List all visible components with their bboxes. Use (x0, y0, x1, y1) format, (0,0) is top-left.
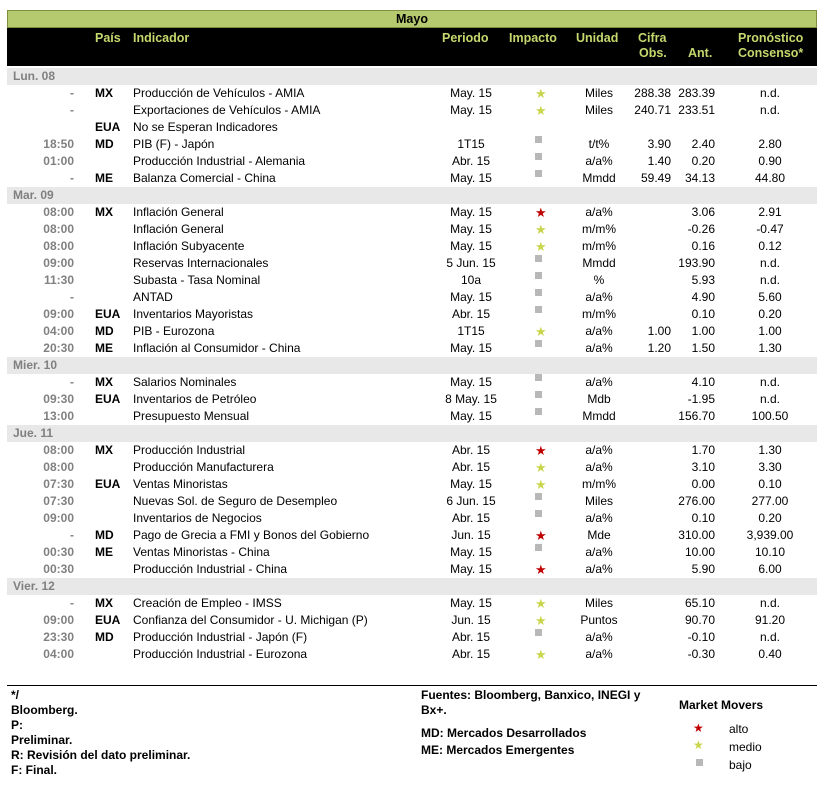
footer-notes (11, 688, 190, 778)
star-yellow-icon: ★ (535, 324, 547, 339)
star-yellow-icon: ★ (535, 222, 547, 237)
previous-cell: 4.10 (691, 375, 715, 389)
time-cell: - (70, 171, 74, 185)
indicator-cell: Inventarios de Petróleo (133, 392, 257, 406)
square-gray-icon (535, 493, 542, 500)
indicator-cell: Salarios Nominales (133, 375, 237, 389)
table-row (7, 527, 817, 544)
country-cell: MX (95, 375, 113, 389)
star-yellow-icon: ★ (535, 613, 547, 628)
square-gray-icon (535, 510, 542, 517)
time-cell: 00:30 (43, 545, 74, 559)
forecast-cell: n.d. (759, 375, 780, 389)
country-cell: EUA (95, 613, 121, 627)
star-yellow-icon: ★ (535, 596, 547, 611)
footer-me: ME: Mercados Emergentes (421, 743, 575, 757)
square-gray-icon (535, 374, 542, 381)
country-cell: MX (95, 596, 113, 610)
unit-cell: Miles (584, 103, 613, 117)
star-yellow-icon: ★ (535, 103, 547, 118)
observed-cell: 1.20 (647, 341, 671, 355)
period-cell: May. 15 (450, 409, 492, 423)
legend-medio-label: medio (729, 740, 762, 754)
forecast-cell: 1.00 (758, 324, 782, 338)
star-red-icon: ★ (535, 205, 547, 220)
period-cell: 5 Jun. 15 (446, 256, 496, 270)
table-row (7, 272, 817, 289)
indicator-cell: Producción Industrial - Alemania (133, 154, 306, 168)
unit-cell: a/a% (585, 375, 613, 389)
time-cell: - (70, 86, 74, 100)
header-indicador: Indicador (133, 31, 190, 45)
previous-cell: 2.40 (691, 137, 715, 151)
period-cell: 1T15 (457, 324, 485, 338)
star-red-icon: ★ (693, 721, 704, 735)
time-cell: - (70, 528, 74, 542)
indicator-cell: Inflación Subyacente (133, 239, 245, 253)
observed-cell: 1.40 (647, 154, 671, 168)
table-row (7, 459, 817, 476)
period-cell: May. 15 (450, 477, 492, 491)
period-cell: May. 15 (450, 545, 492, 559)
legend-alto-label: alto (729, 722, 749, 736)
time-cell: 13:00 (43, 409, 74, 423)
time-cell: 07:30 (43, 477, 74, 491)
time-cell: - (70, 103, 74, 117)
legend-medio (693, 738, 704, 752)
forecast-cell: 2.91 (758, 205, 782, 219)
time-cell: 04:00 (43, 324, 74, 338)
table-row (7, 442, 817, 459)
indicator-cell: Ventas Minoristas (133, 477, 228, 491)
table-row (7, 476, 817, 493)
note-line: */ (11, 688, 20, 702)
unit-cell: m/m% (582, 477, 616, 491)
table-row (7, 408, 817, 425)
unit-cell: a/a% (585, 630, 613, 644)
day-header: Jue. 11 (7, 425, 817, 442)
table-row (7, 153, 817, 170)
previous-cell: -1.95 (687, 392, 715, 406)
unit-cell: a/a% (585, 324, 613, 338)
indicator-cell: PIB - Eurozona (133, 324, 215, 338)
country-cell: MD (95, 630, 114, 644)
period-cell: Abr. 15 (451, 154, 491, 168)
time-cell: 09:00 (43, 256, 74, 270)
forecast-cell: 0.20 (758, 511, 782, 525)
unit-cell: Miles (584, 86, 613, 100)
indicator-cell: Nuevas Sol. de Seguro de Desempleo (133, 494, 338, 508)
unit-cell: a/a% (585, 443, 613, 457)
indicator-cell: Creación de Empleo - IMSS (133, 596, 282, 610)
table-row (7, 85, 817, 102)
indicator-cell: Presupuesto Mensual (133, 409, 250, 423)
unit-cell: Mdb (587, 392, 611, 406)
previous-cell: 1.70 (691, 443, 715, 457)
header-cifra: Cifra (638, 31, 667, 45)
previous-cell: 0.10 (691, 307, 715, 321)
previous-cell: 1.00 (691, 324, 715, 338)
forecast-cell: 3.30 (758, 460, 782, 474)
indicator-cell: PIB (F) - Japón (133, 137, 215, 151)
indicator-cell: Producción Industrial - Eurozona (133, 647, 308, 661)
star-yellow-icon: ★ (535, 477, 547, 492)
forecast-cell: 100.50 (751, 409, 789, 423)
forecast-cell: n.d. (759, 392, 780, 406)
table-row (7, 629, 817, 646)
period-cell: May. 15 (450, 375, 492, 389)
table-header (7, 28, 817, 66)
period-cell: Jun. 15 (451, 613, 491, 627)
header-unidad: Unidad (576, 31, 619, 45)
header-pais: País (95, 31, 121, 45)
square-gray-icon (535, 306, 542, 313)
time-cell: 01:00 (43, 154, 74, 168)
previous-cell: 4.90 (691, 290, 715, 304)
square-gray-icon (535, 408, 542, 415)
indicator-cell: Producción Industrial (133, 443, 246, 457)
table-row (7, 340, 817, 357)
table-row (7, 238, 817, 255)
forecast-cell: 2.80 (758, 137, 782, 151)
table-row (7, 612, 817, 629)
previous-cell: 0.10 (691, 511, 715, 525)
forecast-cell: n.d. (759, 596, 780, 610)
legend-alto (693, 721, 704, 735)
header-consenso: Consenso* (738, 46, 804, 60)
country-cell: MD (95, 528, 114, 542)
table-row (7, 646, 817, 663)
note-line: Preliminar. (11, 733, 73, 747)
country-cell: EUA (95, 307, 121, 321)
forecast-cell: 1.30 (758, 443, 782, 457)
star-yellow-icon: ★ (535, 239, 547, 254)
footer-md: MD: Mercados Desarrollados (421, 726, 587, 740)
observed-cell: 59.49 (640, 171, 671, 185)
period-cell: Abr. 15 (451, 460, 491, 474)
table-row (7, 374, 817, 391)
header-impacto: Impacto (509, 31, 557, 45)
month-title: Mayo (7, 10, 817, 28)
previous-cell: 0.20 (691, 154, 715, 168)
square-gray-icon (535, 136, 542, 143)
indicator-cell: Producción Industrial - Japón (F) (133, 630, 308, 644)
square-gray-icon (535, 391, 542, 398)
square-gray-icon (535, 170, 542, 177)
unit-cell: Mmdd (582, 409, 616, 423)
country-cell: EUA (95, 477, 121, 491)
table-row (7, 493, 817, 510)
indicator-cell: Producción Manufacturera (133, 460, 274, 474)
table-row (7, 204, 817, 221)
note-line: R: Revisión del dato preliminar. (11, 748, 191, 762)
indicator-cell: Reservas Internacionales (133, 256, 269, 270)
previous-cell: 310.00 (678, 528, 715, 542)
previous-cell: -0.30 (687, 647, 715, 661)
table-row (7, 221, 817, 238)
footer-rule (7, 685, 817, 686)
square-gray-icon (535, 289, 542, 296)
previous-cell: -0.26 (687, 222, 715, 236)
square-gray-icon (535, 629, 542, 636)
indicator-cell: Inflación al Consumidor - China (133, 341, 301, 355)
period-cell: 6 Jun. 15 (446, 494, 496, 508)
unit-cell: a/a% (585, 511, 613, 525)
time-cell: 09:00 (43, 511, 74, 525)
observed-cell: 1.00 (647, 324, 671, 338)
previous-cell: 283.39 (678, 86, 715, 100)
note-line: Bloomberg. (11, 703, 78, 717)
star-yellow-icon: ★ (535, 647, 547, 662)
observed-cell: 3.90 (647, 137, 671, 151)
period-cell: Abr. 15 (451, 307, 491, 321)
previous-cell: 65.10 (684, 596, 715, 610)
unit-cell: Miles (584, 494, 613, 508)
previous-cell: 0.16 (691, 239, 715, 253)
indicators-table (7, 68, 817, 663)
country-cell: EUA (95, 120, 121, 134)
time-cell: 08:00 (43, 443, 74, 457)
period-cell: Jun. 15 (451, 528, 491, 542)
previous-cell: 233.51 (678, 103, 715, 117)
table-row (7, 391, 817, 408)
header-pronostico: Pronóstico (738, 31, 804, 45)
square-gray-icon (535, 255, 542, 262)
note-line: P: (11, 718, 23, 732)
period-cell: Abr. 15 (451, 443, 491, 457)
time-cell: 23:30 (43, 630, 74, 644)
unit-cell: a/a% (585, 562, 613, 576)
forecast-cell: n.d. (759, 256, 780, 270)
indicator-cell: Subasta - Tasa Nominal (133, 273, 261, 287)
unit-cell: Mmdd (582, 171, 616, 185)
period-cell: May. 15 (450, 239, 492, 253)
unit-cell: a/a% (585, 341, 613, 355)
previous-cell: 5.90 (691, 562, 715, 576)
sources-line: Fuentes: Bloomberg, Banxico, INEGI y (421, 688, 641, 702)
country-cell: ME (95, 171, 113, 185)
star-yellow-icon: ★ (535, 86, 547, 101)
time-cell: 04:00 (43, 647, 74, 661)
table-row (7, 289, 817, 306)
forecast-cell: n.d. (759, 630, 780, 644)
time-cell: 20:30 (43, 341, 74, 355)
table-row (7, 170, 817, 187)
unit-cell: m/m% (582, 239, 616, 253)
table-row (7, 119, 817, 136)
unit-cell: % (593, 273, 605, 287)
previous-cell: 3.06 (691, 205, 715, 219)
forecast-cell: -0.47 (756, 222, 784, 236)
indicator-cell: Pago de Grecia a FMI y Bonos del Gobierno (133, 528, 370, 542)
unit-cell: m/m% (582, 307, 616, 321)
previous-cell: 3.10 (691, 460, 715, 474)
forecast-cell: 0.20 (758, 307, 782, 321)
table-row (7, 510, 817, 527)
forecast-cell: 0.90 (758, 154, 782, 168)
period-cell: May. 15 (450, 562, 492, 576)
forecast-cell: n.d. (759, 103, 780, 117)
header-obs: Obs. (639, 46, 667, 60)
day-header: Mar. 09 (7, 187, 817, 204)
indicator-cell: Balanza Comercial - China (133, 171, 276, 185)
time-cell: 08:00 (43, 239, 74, 253)
indicator-cell: Exportaciones de Vehículos - AMIA (133, 103, 321, 117)
period-cell: May. 15 (450, 290, 492, 304)
country-cell: MX (95, 443, 113, 457)
square-gray-icon (535, 153, 542, 160)
day-header: Mier. 10 (7, 357, 817, 374)
period-cell: May. 15 (450, 596, 492, 610)
forecast-cell: 3,939.00 (746, 528, 794, 542)
period-cell: May. 15 (450, 86, 492, 100)
country-cell: MD (95, 137, 114, 151)
indicator-cell: Producción de Vehículos - AMIA (133, 86, 305, 100)
table-row (7, 102, 817, 119)
time-cell: 00:30 (43, 562, 74, 576)
observed-cell: 240.71 (634, 103, 671, 117)
square-gray-icon (696, 759, 703, 766)
forecast-cell: 6.00 (758, 562, 782, 576)
time-cell: 09:00 (43, 307, 74, 321)
country-cell: ME (95, 545, 113, 559)
legend-bajo-label: bajo (729, 758, 752, 772)
country-cell: MX (95, 86, 113, 100)
unit-cell: a/a% (585, 290, 613, 304)
table-row (7, 544, 817, 561)
star-yellow-icon: ★ (535, 460, 547, 475)
period-cell: 8 May. 15 (445, 392, 497, 406)
country-cell: ME (95, 341, 113, 355)
unit-cell: a/a% (585, 154, 613, 168)
previous-cell: 1.50 (691, 341, 715, 355)
table-row (7, 561, 817, 578)
previous-cell: -0.10 (687, 630, 715, 644)
indicator-cell: Inflación General (133, 205, 224, 219)
indicator-cell: Inflación General (133, 222, 224, 236)
previous-cell: 90.70 (684, 613, 715, 627)
time-cell: - (70, 596, 74, 610)
day-header: Vier. 12 (7, 578, 817, 595)
period-cell: Abr. 15 (451, 511, 491, 525)
star-red-icon: ★ (535, 528, 547, 543)
time-cell: 08:00 (43, 222, 74, 236)
forecast-cell: 0.12 (758, 239, 782, 253)
forecast-cell: 1.30 (758, 341, 782, 355)
forecast-cell: 5.60 (758, 290, 782, 304)
previous-cell: 156.70 (678, 409, 715, 423)
period-cell: May. 15 (450, 103, 492, 117)
indicator-cell: Producción Industrial - China (133, 562, 288, 576)
table-row (7, 323, 817, 340)
unit-cell: Mde (587, 528, 611, 542)
unit-cell: a/a% (585, 460, 613, 474)
unit-cell: t/t% (588, 137, 610, 151)
time-cell: 09:00 (43, 613, 74, 627)
square-gray-icon (535, 272, 542, 279)
period-cell: May. 15 (450, 341, 492, 355)
table-row (7, 306, 817, 323)
star-red-icon: ★ (535, 443, 547, 458)
country-cell: MD (95, 324, 114, 338)
square-gray-icon (535, 544, 542, 551)
indicator-cell: Inventarios de Negocios (133, 511, 262, 525)
previous-cell: 5.93 (691, 273, 715, 287)
period-cell: 10a (460, 273, 482, 287)
note-line: F: Final. (11, 763, 57, 777)
period-cell: Abr. 15 (451, 647, 491, 661)
forecast-cell: n.d. (759, 273, 780, 287)
time-cell: - (70, 375, 74, 389)
time-cell: 09:30 (43, 392, 74, 406)
period-cell: 1T15 (457, 137, 485, 151)
period-cell: May. 15 (450, 222, 492, 236)
day-header: Lun. 08 (7, 68, 817, 85)
forecast-cell: 44.80 (754, 171, 786, 185)
unit-cell: a/a% (585, 647, 613, 661)
observed-cell: 288.38 (634, 86, 671, 100)
star-yellow-icon: ★ (693, 738, 704, 752)
unit-cell: Puntos (580, 613, 618, 627)
square-gray-icon (535, 340, 542, 347)
forecast-cell: 91.20 (754, 613, 786, 627)
previous-cell: 0.00 (691, 477, 715, 491)
time-cell: 08:00 (43, 205, 74, 219)
sources-line: Bx+. (421, 703, 447, 717)
period-cell: May. 15 (450, 171, 492, 185)
time-cell: 07:30 (43, 494, 74, 508)
indicator-cell: Inventarios Mayoristas (133, 307, 254, 321)
header-ant: Ant. (688, 46, 713, 60)
period-cell: Abr. 15 (451, 630, 491, 644)
indicator-cell: ANTAD (133, 290, 173, 304)
header-periodo: Periodo (442, 31, 489, 45)
forecast-cell: 0.10 (758, 477, 782, 491)
indicator-cell: Ventas Minoristas - China (133, 545, 270, 559)
market-movers-title: Market Movers (679, 698, 764, 712)
forecast-cell: 10.10 (754, 545, 786, 559)
time-cell: - (70, 290, 74, 304)
unit-cell: Mmdd (582, 256, 616, 270)
star-red-icon: ★ (535, 562, 547, 577)
table-row (7, 595, 817, 612)
unit-cell: a/a% (585, 205, 613, 219)
country-cell: EUA (95, 392, 121, 406)
forecast-cell: 0.40 (758, 647, 782, 661)
table-row (7, 136, 817, 153)
indicator-cell: No se Esperan Indicadores (133, 120, 278, 134)
indicator-cell: Confianza del Consumidor - U. Michigan (P) (133, 613, 368, 627)
unit-cell: m/m% (582, 222, 616, 236)
previous-cell: 34.13 (684, 171, 715, 185)
forecast-cell: n.d. (759, 86, 780, 100)
footer-sources (421, 688, 640, 718)
time-cell: 11:30 (43, 273, 74, 287)
time-cell: 18:50 (43, 137, 74, 151)
previous-cell: 10.00 (684, 545, 715, 559)
forecast-cell: 277.00 (751, 494, 789, 508)
previous-cell: 193.90 (678, 256, 715, 270)
unit-cell: Miles (584, 596, 613, 610)
previous-cell: 276.00 (678, 494, 715, 508)
table-row (7, 255, 817, 272)
period-cell: May. 15 (450, 205, 492, 219)
unit-cell: a/a% (585, 545, 613, 559)
country-cell: MX (95, 205, 113, 219)
legend-bajo (696, 755, 703, 769)
time-cell: 08:00 (43, 460, 74, 474)
